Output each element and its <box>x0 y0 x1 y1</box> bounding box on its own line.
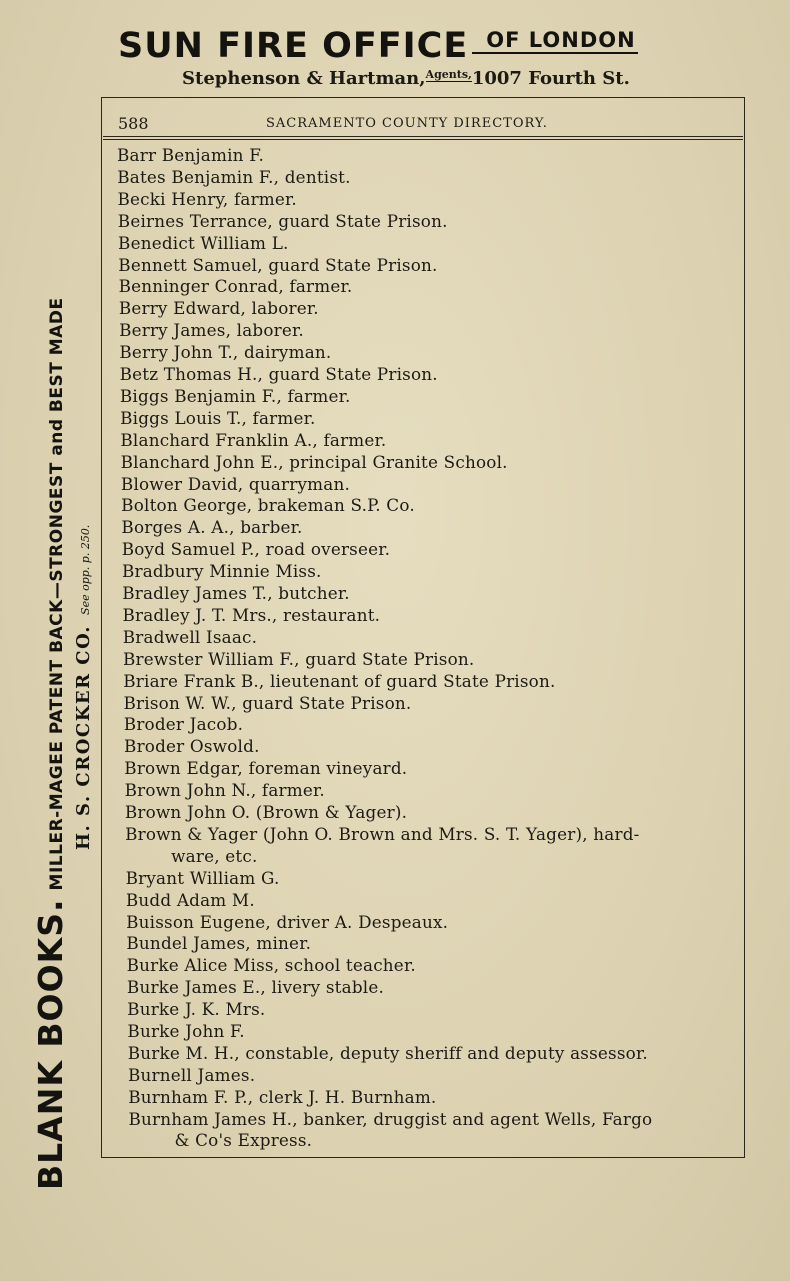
ad-agents-label: Agents, <box>425 68 472 81</box>
entry-continuation: & Co's Express. <box>174 1130 313 1151</box>
directory-entry <box>124 758 407 778</box>
directory-entry <box>120 386 351 406</box>
directory-entry <box>123 671 555 691</box>
directory-entry <box>120 364 438 384</box>
side-advertisement <box>32 70 102 1190</box>
header-rule-double <box>103 139 743 140</box>
entry-text: Barr Benjamin F. <box>117 145 264 165</box>
directory-entry <box>120 430 386 450</box>
entry-text: Berry James, laborer. <box>119 320 304 341</box>
entry-text: Bryant William G. <box>125 867 280 888</box>
entry-text: Burke James E., livery stable. <box>126 977 384 998</box>
directory-entry <box>128 1109 652 1151</box>
directory-entry <box>122 561 322 581</box>
entry-text: Burke Alice Miss, school teacher. <box>126 955 416 976</box>
entry-text: Benedict William L. <box>118 232 289 253</box>
directory-entry <box>126 890 255 910</box>
entry-text: Burnell James. <box>127 1064 256 1085</box>
page-number: 588 <box>118 114 149 133</box>
directory-entry <box>118 255 437 275</box>
entry-text: Burnham James H., banker, druggist and agent Wells, Fargo <box>128 1108 653 1129</box>
entry-text: Budd Adam M. <box>125 889 255 910</box>
side-ad-line-1 <box>32 70 70 1190</box>
directory-entry <box>125 780 325 800</box>
entry-text: Borges A. A., barber. <box>121 517 303 538</box>
directory-entry <box>124 714 243 734</box>
directory-entry <box>119 320 304 340</box>
ad-title: SUN FIRE OFFICE <box>118 26 469 66</box>
directory-entry <box>123 627 257 647</box>
directory-entry <box>125 802 407 822</box>
entry-text: Broder Oswold. <box>124 736 260 757</box>
entry-text: Buisson Eugene, driver A. Despeaux. <box>126 911 449 932</box>
entry-text: Blower David, quarryman. <box>120 473 351 494</box>
directory-entry <box>124 736 260 756</box>
entry-text: Bradley James T., butcher. <box>122 583 350 603</box>
entry-text: Bundel James, miner. <box>126 933 312 954</box>
directory-entry <box>118 233 289 253</box>
entry-text: Burnham F. P., clerk J. H. Burnham. <box>128 1086 437 1107</box>
entry-text: Brown John N., farmer. <box>124 780 325 801</box>
entry-text: Broder Jacob. <box>123 714 244 735</box>
entry-text: Biggs Benjamin F., farmer. <box>119 385 351 406</box>
directory-entry <box>128 1065 255 1085</box>
directory-entry <box>127 999 265 1019</box>
directory-entry <box>126 868 280 888</box>
side-ad-company: H. S. CROCKER CO. <box>73 624 94 850</box>
side-ad-note: See opp. p. 250. <box>79 524 92 615</box>
page-header <box>116 114 736 134</box>
directory-entry <box>119 276 353 296</box>
entry-text: Brown & Yager (John O. Brown and Mrs. S. T. Yager), hard- <box>125 823 640 844</box>
ad-agents-name: Stephenson & Hartman, <box>182 68 426 89</box>
directory-entry <box>128 1087 436 1107</box>
ad-title-suffix: OF LONDON <box>472 28 637 54</box>
directory-entry <box>118 189 297 209</box>
directory-entry <box>120 408 315 428</box>
header-rule <box>103 136 743 137</box>
ad-agents-line <box>182 68 728 89</box>
entry-text: Briare Frank B., lieutenant of guard State Prison. <box>123 670 556 691</box>
ad-agents-address: 1007 Fourth St. <box>471 68 630 89</box>
top-advertisement <box>118 26 728 89</box>
directory-entry <box>126 912 448 932</box>
directory-entry <box>122 539 390 559</box>
entry-text: Boyd Samuel P., road overseer. <box>121 539 391 560</box>
directory-entry <box>118 211 448 231</box>
directory-entry <box>117 167 350 187</box>
directory-entry <box>126 933 311 953</box>
entry-text: Biggs Louis T., farmer. <box>120 407 316 428</box>
directory-entry <box>121 452 508 472</box>
entry-text: Blanchard John E., principal Granite School. <box>120 451 508 472</box>
directory-entry <box>127 1021 244 1041</box>
entry-text: Bolton George, brakeman S.P. Co. <box>121 495 415 516</box>
entry-text: Brown John O. (Brown & Yager). <box>124 802 408 822</box>
directory-entry <box>125 824 639 866</box>
directory-entry <box>122 583 350 603</box>
entry-text: Berry John T., dairyman. <box>119 342 332 363</box>
directory-entry <box>127 955 416 975</box>
entry-text: Brison W. W., guard State Prison. <box>123 692 412 713</box>
directory-entry <box>128 1043 648 1063</box>
side-ad-tagline: MILLER-MAGEE PATENT BACK—STRONGEST and BEST MADE <box>47 297 67 891</box>
entry-text: Burke John F. <box>127 1021 245 1041</box>
ad-title-row <box>118 26 728 66</box>
entry-text: Bates Benjamin F., dentist. <box>117 166 351 187</box>
entry-text: Bennett Samuel, guard State Prison. <box>118 254 438 275</box>
entry-text: Bradbury Minnie Miss. <box>121 561 322 582</box>
side-ad-headline: BLANK BOOKS. <box>31 898 70 1190</box>
entry-text: Bradley J. T. Mrs., restaurant. <box>122 604 381 625</box>
entry-text: Bradwell Isaac. <box>122 626 258 647</box>
entry-text: Brown Edgar, foreman vineyard. <box>124 758 408 779</box>
directory-entry <box>121 474 350 494</box>
entry-text: Burke M. H., constable, deputy sheriff and deputy assessor. <box>127 1042 648 1063</box>
entry-text: Becki Henry, farmer. <box>117 188 297 209</box>
entry-text: Benninger Conrad, farmer. <box>118 276 353 297</box>
entry-text: Beirnes Terrance, guard State Prison. <box>117 210 448 231</box>
directory-entry <box>119 342 331 362</box>
directory-entry <box>117 145 264 165</box>
entry-text: Blanchard Franklin A., farmer. <box>120 429 387 450</box>
entry-text: Brewster William F., guard State Prison. <box>123 648 475 669</box>
entry-continuation: ware, etc. <box>171 845 258 866</box>
entry-text: Burke J. K. Mrs. <box>127 999 266 1020</box>
entry-text: Betz Thomas H., guard State Prison. <box>119 364 438 384</box>
entry-text: Berry Edward, laborer. <box>118 298 319 319</box>
directory-entry <box>122 605 380 625</box>
running-head: SACRAMENTO COUNTY DIRECTORY. <box>266 116 548 131</box>
side-ad-line-2 <box>70 70 98 850</box>
directory-entry <box>124 693 412 713</box>
directory-entry <box>121 495 415 515</box>
directory-entry <box>127 977 384 997</box>
directory-entry <box>121 517 302 537</box>
directory-entry <box>119 298 319 318</box>
directory-entry <box>123 649 474 669</box>
